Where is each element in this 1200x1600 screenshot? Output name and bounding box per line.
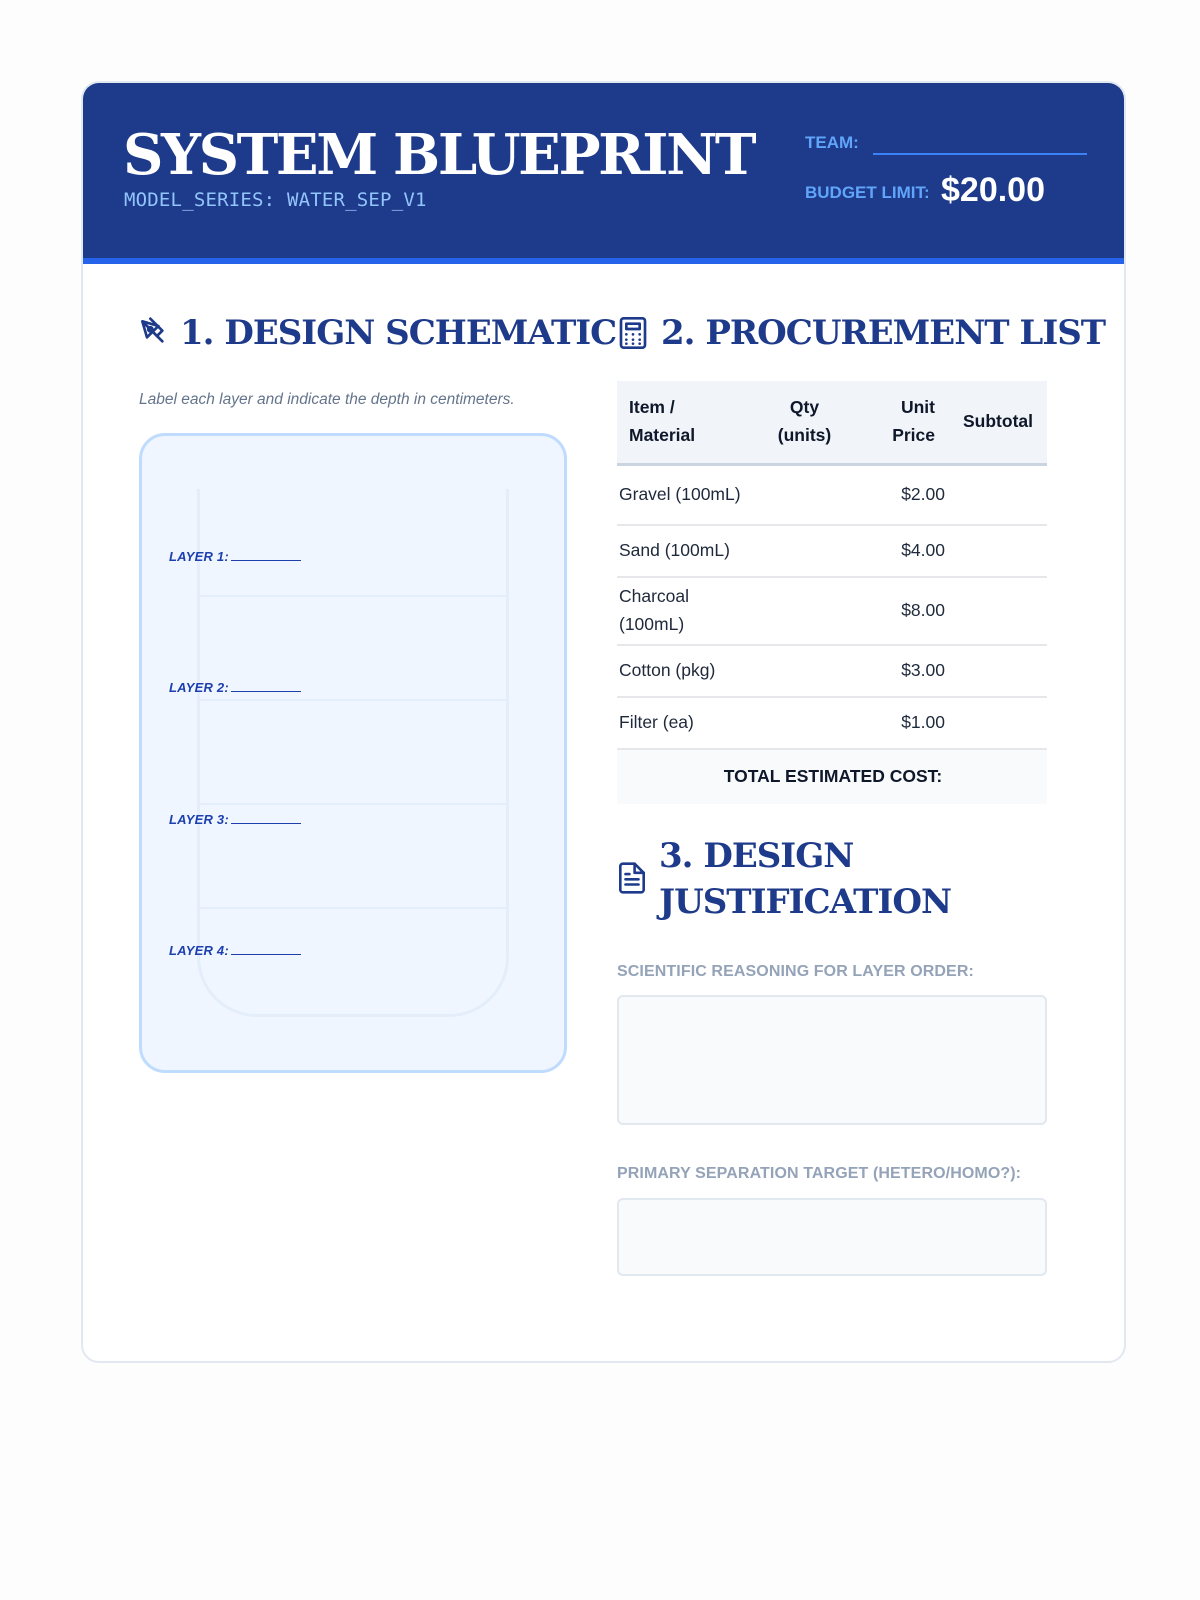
price-cell: $8.00 [852, 577, 945, 645]
subtotal-cell[interactable] [945, 525, 1047, 577]
header-banner [83, 83, 1124, 264]
layer-divider [200, 595, 506, 597]
item-cell: Gravel (100mL) [617, 465, 757, 525]
table-header-row [617, 381, 1047, 465]
document-icon [619, 862, 645, 894]
budget-label: BUDGET LIMIT: [805, 183, 930, 202]
qty-cell[interactable] [757, 525, 852, 577]
col-header-qty: Qty (units) [757, 381, 852, 465]
subtotal-cell[interactable] [945, 645, 1047, 697]
table-row [617, 465, 1047, 525]
beaker-outline [197, 489, 509, 1017]
reasoning-label: SCIENTIFIC REASONING FOR LAYER ORDER: [617, 963, 974, 980]
page-title: SYSTEM BLUEPRINT [123, 122, 755, 188]
target-input[interactable] [617, 1198, 1047, 1276]
qty-cell[interactable] [757, 465, 852, 525]
total-label: TOTAL ESTIMATED COST: [617, 749, 1047, 804]
model-series: MODEL_SERIES: WATER_SEP_V1 [124, 189, 427, 211]
section-title-procurement: 2. PROCUREMENT LIST [661, 313, 1106, 353]
target-label: PRIMARY SEPARATION TARGET (HETERO/HOMO?): [617, 1165, 1022, 1182]
layer-divider [200, 803, 506, 805]
price-cell: $4.00 [852, 525, 945, 577]
team-label: TEAM: [805, 133, 859, 152]
total-row [617, 749, 1047, 804]
table-row [617, 577, 1047, 645]
team-input-line[interactable] [873, 153, 1087, 155]
price-cell: $1.00 [852, 697, 945, 749]
schematic-hint: Label each layer and indicate the depth in centimeters. [139, 391, 515, 408]
section-title-schematic: 1. DESIGN SCHEMATIC [180, 313, 617, 353]
table-row [617, 697, 1047, 749]
col-header-price: Unit Price [852, 381, 945, 465]
qty-cell[interactable] [757, 577, 852, 645]
budget-value: $20.00 [941, 171, 1045, 209]
col-header-subtotal: Subtotal [945, 381, 1047, 465]
table-row [617, 645, 1047, 697]
item-cell: Charcoal (100mL) [617, 577, 757, 645]
blueprint-card [81, 81, 1126, 1363]
qty-cell[interactable] [757, 697, 852, 749]
section-title-justification: 3. DESIGN JUSTIFICATION [659, 836, 952, 922]
layer-4-label[interactable]: LAYER 4: [169, 943, 301, 958]
layer-divider [200, 699, 506, 701]
reasoning-textarea[interactable] [617, 995, 1047, 1125]
layer-1-label[interactable]: LAYER 1: [169, 549, 301, 564]
col-header-item: Item / Material [617, 381, 757, 465]
table-row [617, 525, 1047, 577]
price-cell: $2.00 [852, 465, 945, 525]
layer-divider [200, 907, 506, 909]
pen-nib-icon [137, 316, 169, 348]
subtotal-cell[interactable] [945, 465, 1047, 525]
layer-2-label[interactable]: LAYER 2: [169, 680, 301, 695]
item-cell: Filter (ea) [617, 697, 757, 749]
price-cell: $3.00 [852, 645, 945, 697]
subtotal-cell[interactable] [945, 577, 1047, 645]
layer-3-label[interactable]: LAYER 3: [169, 812, 301, 827]
subtotal-cell[interactable] [945, 697, 1047, 749]
schematic-canvas[interactable] [139, 433, 567, 1073]
item-cell: Cotton (pkg) [617, 645, 757, 697]
procurement-table [617, 381, 1047, 804]
qty-cell[interactable] [757, 645, 852, 697]
calculator-icon [618, 317, 648, 349]
item-cell: Sand (100mL) [617, 525, 757, 577]
